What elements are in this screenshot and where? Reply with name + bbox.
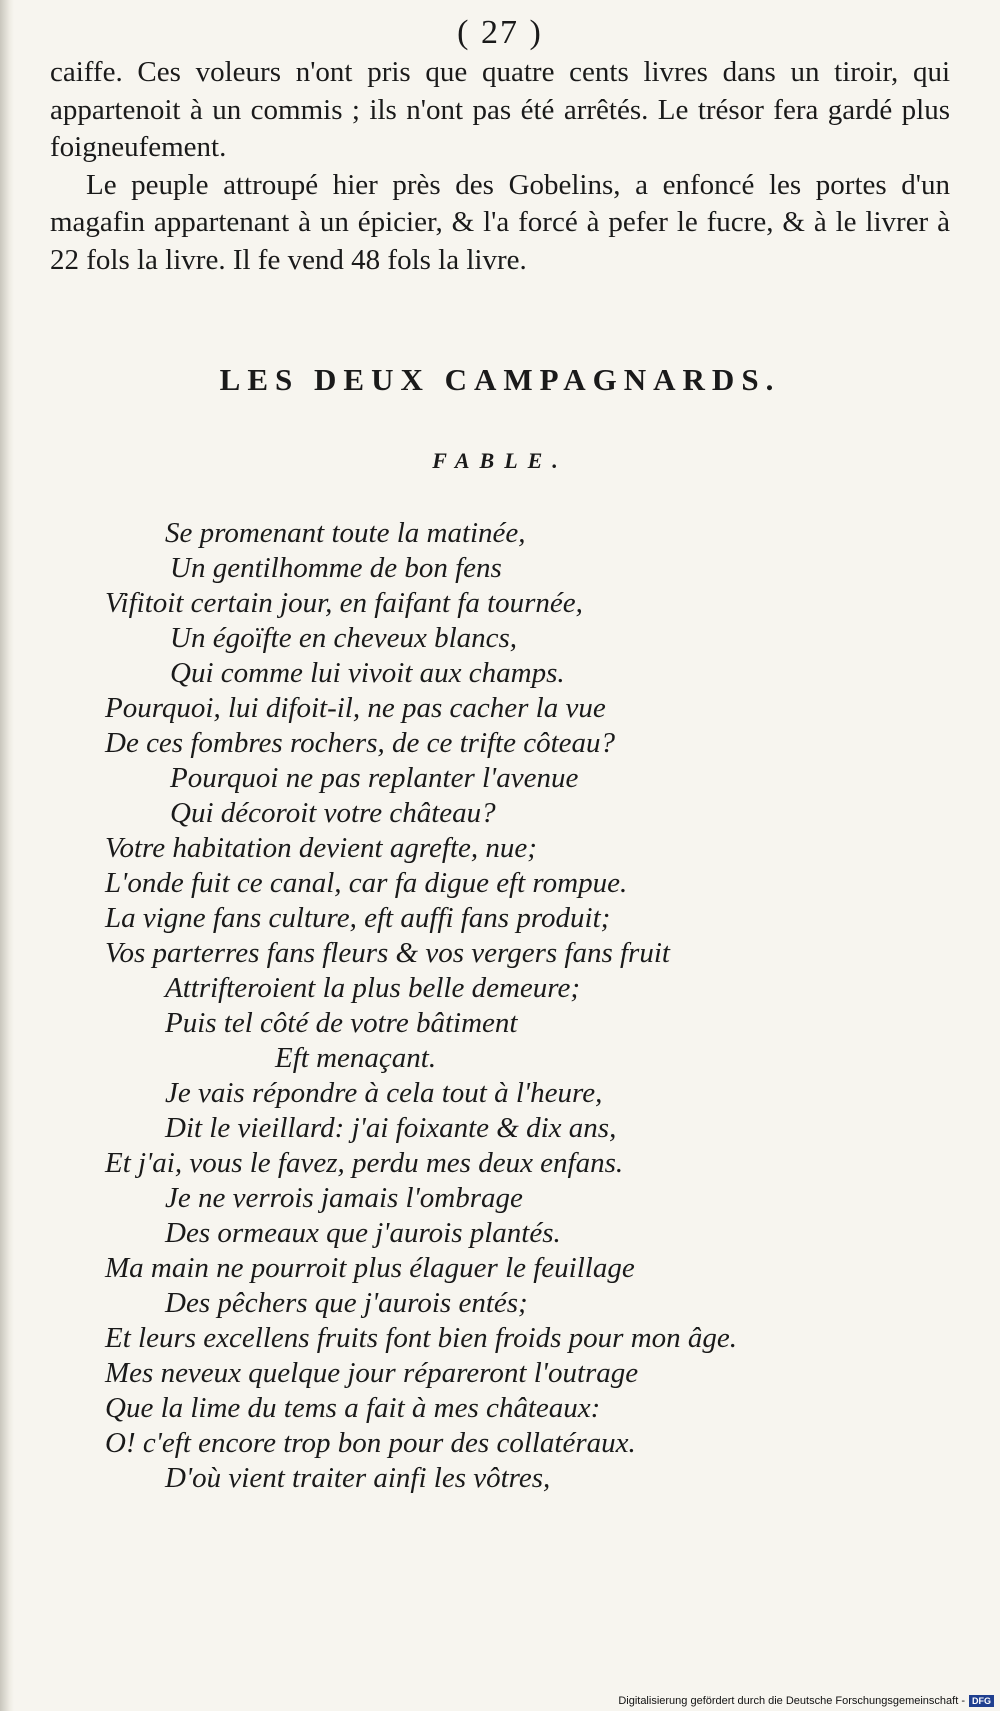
- verse-line: Eft menaçant.: [275, 1042, 437, 1074]
- verse-line: Un gentilhomme de bon fens: [170, 552, 502, 584]
- verse-line: Votre habitation devient agrefte, nue;: [105, 832, 537, 864]
- verse-line: Des pêchers que j'aurois entés;: [165, 1287, 528, 1319]
- verse-line: Je vais répondre à cela tout à l'heure,: [165, 1077, 603, 1109]
- verse-line: Pourquoi ne pas replanter l'avenue: [170, 762, 579, 794]
- verse-line: Que la lime du tems a fait à mes châteaux:: [105, 1392, 601, 1424]
- verse-line: Un égoïfte en cheveux blancs,: [170, 622, 518, 654]
- verse-line: Dit le vieillard: j'ai foixante & dix ans,: [165, 1112, 617, 1144]
- verse-line: Vifitoit certain jour, en faifant fa tournée,: [105, 587, 583, 619]
- verse-line: Attrifteroient la plus belle demeure;: [165, 972, 581, 1004]
- verse-line: Qui décoroit votre château?: [170, 797, 496, 829]
- prose-block: [50, 54, 950, 279]
- prose-paragraph-2: Le peuple attroupé hier près des Gobelins, a enfoncé les portes d'un magafin appartenant à un épicier, & l'a forcé à pefer le fucre, & à le livrer à 22 fols la livre. Il fe vend 48 fols la livre.: [50, 168, 950, 276]
- prose-paragraph-1: caiffe. Ces voleurs n'ont pris que quatre cents livres dans un tiroir, qui appartenoit à un commis ; ils n'ont pas été arrêtés. Le trésor fera gardé plus foigneufement.: [50, 56, 950, 163]
- verse-line: Ma main ne pourroit plus élaguer le feuillage: [105, 1252, 635, 1284]
- dfg-logo: DFG: [969, 1695, 994, 1707]
- digitization-credit: [618, 1695, 994, 1707]
- verse-line: Je ne verrois jamais l'ombrage: [165, 1182, 523, 1214]
- credit-text: Digitalisierung gefördert durch die Deutsche Forschungsgemeinschaft -: [618, 1695, 965, 1707]
- verse-line: De ces fombres rochers, de ce trifte côteau?: [105, 727, 616, 759]
- verse-line: D'où vient traiter ainfi les vôtres,: [165, 1462, 551, 1494]
- fable-title: LES DEUX CAMPAGNARDS.: [219, 362, 781, 397]
- fable-subtitle: FABLE.: [432, 448, 568, 473]
- verse-line: Mes neveux quelque jour répareront l'outrage: [105, 1357, 639, 1389]
- page-number: ( 27 ): [457, 14, 543, 51]
- verse-line: L'onde fuit ce canal, car fa digue eft rompue.: [105, 867, 628, 899]
- verse-line: Se promenant toute la matinée,: [165, 517, 526, 549]
- verse-line: Et leurs excellens fruits font bien froids pour mon âge.: [105, 1322, 738, 1354]
- verse-line: La vigne fans culture, eft auffi fans produit;: [105, 902, 611, 934]
- verse-line: Pourquoi, lui difoit-il, ne pas cacher la vue: [105, 692, 606, 724]
- verse-line: O! c'eft encore trop bon pour des collatéraux.: [105, 1427, 636, 1459]
- verse-line: Qui comme lui vivoit aux champs.: [170, 657, 565, 689]
- verse-line: Vos parterres fans fleurs & vos vergers fans fruit: [105, 937, 670, 969]
- page-binding-edge: [0, 0, 14, 1711]
- verse-line: Et j'ai, vous le favez, perdu mes deux enfans.: [105, 1147, 624, 1179]
- verse-line: Des ormeaux que j'aurois plantés.: [165, 1217, 561, 1249]
- verse-line: Puis tel côté de votre bâtiment: [165, 1007, 518, 1039]
